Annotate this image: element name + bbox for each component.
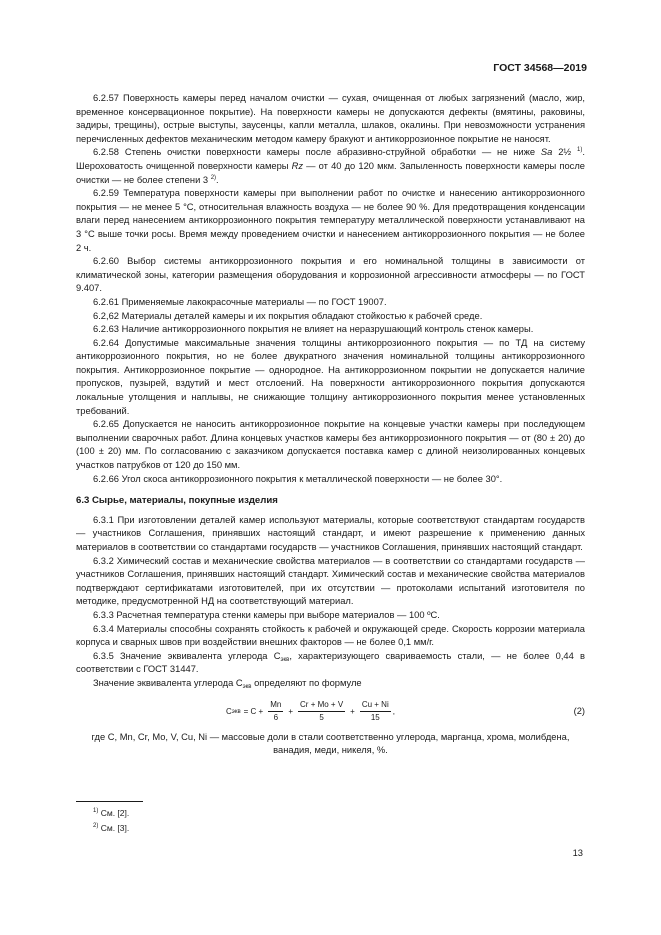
footnote-mark: 2): [93, 823, 99, 829]
fraction-cu-ni: [360, 699, 391, 724]
paragraph-6-3-5: [76, 650, 585, 677]
paragraph-6-2-61: 6.2.61 Применяемые лакокрасочные материалы — по ГОСТ 19007.: [93, 296, 387, 307]
formula-lhs: С: [226, 706, 232, 716]
paragraph-6-2-62: 6.2,62 Материалы деталей камеры и их покрытия обладают стойкостью к рабочей среде.: [93, 310, 483, 321]
subscript: экв: [242, 683, 252, 690]
fraction-numerator: Cu + Ni: [360, 699, 391, 712]
fraction-cr-mo-v: [298, 699, 345, 724]
fraction-numerator: Cr + Mo + V: [298, 699, 345, 712]
paragraph-6-2-60: 6.2.60 Выбор системы антикоррозионного покрытия и его номинальной толщины в зависимости от климатической зоны, категории размещения оборудования и коррозионной агрессивности атмосферы — по ГОСТ 9.407.: [76, 256, 585, 294]
paragraph-6-3-2: 6.3.2 Химический состав и механические свойства материалов — в соответствии со стандартами государств — участников Соглашения, принявших настоящий стандарт. Химический состав и механические свойства материалов подтверждают сертификатами изготовителей, при их отсутствии — протоколами испытаний изготовителя по методике, предусмотренной НД на соответствующий материал.: [76, 555, 585, 607]
footnote-1: [93, 806, 129, 821]
paragraph-6-3-4: 6.3.4 Материалы способны сохранять стойкость к рабочей и окружающей среде. Скорость коррозии материала корпуса и сварных швов при воздействии внешних факторов — не более 0,1 мм/г.: [76, 623, 585, 648]
paragraph-6-2-64: 6.2.64 Допустимые максимальные значения толщины антикоррозионного покрытия — по ТД на систему антикоррозионного покрытия, но не более двукратного значения номинальной толщины антикоррозионного покрытия. Антикоррозионное покрытие — однородное. На антикоррозионном покрытии не допускается наличие пропусков, пузырей, вздутий и мест отслоений. На поверхности антикоррозионного покрытия допускаются локальные утолщения и наплывы, не снижающие толщину антикоррозионного покрытия менее установленных требований.: [76, 337, 585, 416]
text-segment: определяют по формуле: [251, 677, 362, 688]
formula-expression: С экв = С + $\frac{Mn}{6}$ + $\frac{Cr + Mo + V}{5}$ + $\frac{Cu + Ni}{15}$ ,: [226, 700, 395, 723]
paragraph-6-2-66: 6.2.66 Угол скоса антикоррозионного покрытия к металлической поверхности — не более 30°.: [93, 473, 503, 484]
footnote-separator: [76, 801, 143, 802]
paragraph-6-2-58: [76, 146, 585, 187]
footnote-text: См. [2].: [98, 808, 130, 818]
page-content: [76, 92, 585, 758]
subscript: экв: [280, 656, 290, 663]
text-segment: , характеризующего свариваемость стали, — не более 0,44 в соответствии с ГОСТ 31447.: [76, 650, 585, 675]
fraction-denominator: 6: [273, 713, 279, 723]
paragraph-6-2-63: 6.2.63 Наличие антикоррозионного покрытия не влияет на неразрушающий контроль стенок камеры.: [93, 324, 534, 335]
fraction-denominator: 15: [370, 713, 380, 723]
document-header: ГОСТ 34568—2019: [493, 62, 587, 74]
section-heading: 6.3 Сырье, материалы, покупные изделия: [76, 495, 278, 507]
paragraph-6-2-65: 6.2.65 Допускается не наносить антикоррозионное покрытие на концевые участки камеры при последующем выполнении сварочных работ. Длина концевых участков камеры без антикоррозионного покрытия — от (80 ± 20) до (100 ± 20) мм. По согласованию с заказчиком допускается поставка камер с длиной неизолированных концевых участков патрубков от 120 до 150 мм.: [76, 419, 585, 471]
fraction-denominator: 5: [319, 713, 324, 723]
footnote-ref-2: 2): [210, 174, 217, 181]
formula-equals: = С +: [243, 706, 264, 716]
equation-number: (2): [573, 705, 585, 716]
fraction-numerator: Mn: [268, 699, 283, 712]
footnote-2: [93, 821, 129, 836]
carbon-equivalent-formula: [76, 695, 585, 729]
sa-symbol: Sa: [540, 147, 553, 158]
formula-comma: ,: [392, 706, 395, 716]
paragraph-6-3-1: 6.3.1 При изготовлении деталей камер используют материалы, которые соответствуют стандартам государств — участников Соглашения, принявших настоящий стандарт, и имеют разрешение к применению данных материалов в соответствии со стандартами государств — участников Соглашения, принявших настоящий стандарт.: [76, 514, 585, 552]
text-segment: 6.3.5 Значение эквивалента углерода С: [93, 650, 281, 661]
text-segment: — от 40 до 120 мкм. Запыленность поверхности камеры после очистки — не более степени 3: [76, 160, 585, 185]
plus-sign: +: [350, 706, 355, 716]
paragraph-6-3-3: 6.3.3 Расчетная температура стенки камеры при выборе материалов — 100 ºС.: [93, 609, 440, 620]
plus-sign: +: [288, 706, 294, 716]
text-segment: 6.2.58 Степень очистки поверхности камеры после абразивно-струйной обработки — не ниже: [93, 147, 541, 158]
paragraph-formula-intro: [76, 677, 585, 691]
rz-symbol: Rz: [291, 160, 304, 171]
page-number: 13: [572, 848, 583, 858]
paragraph-6-2-59: 6.2.59 Температура поверхности камеры при выполнении работ по очистке и нанесению антикоррозионного покрытия — не менее 5 °С, относительная влажность воздуха — не более 90 %. Для предотвращения конденсации влаги перед нанесением антикоррозионного покрытия температуру металлической поверхности устанавливают на 3 °С выше точки росы. Время между проведением очистки и нанесением антикоррозионного покрытия — не более 2 ч.: [76, 188, 585, 253]
paragraph-6-2-57: 6.2.57 Поверхность камеры перед началом очистки — сухая, очищенная от любых загрязнений (масло, жир, временное консервационное покрытие). На поверхности камеры не допускаются дефекты (вмятины, раковины, задиры, трещины), острые выступы, заусенцы, капли металла, шлаков, окалины. При невозможности устранения перечисленных дефектов механическим методом камеру бракуют и антикоррозионное покрытие не наносят.: [76, 93, 585, 144]
footnote-ref-1: 1): [577, 147, 583, 154]
footnote-text: См. [3].: [98, 823, 130, 833]
text-segment: Значение эквивалента углерода С: [93, 677, 243, 688]
footnote-mark: 1): [93, 808, 99, 814]
text-segment: . Шероховатость очищенной поверхности камеры: [76, 147, 585, 171]
text-segment: .: [216, 174, 219, 185]
fraction-mn: [268, 699, 283, 724]
footnotes: [93, 806, 129, 836]
formula-where-text: где С, Mn, Cr, Mo, V, Cu, Ni — массовые доли в стали соответственно углерода, марганца, хрома, молибдена, ванадия, меди, никеля, %.: [91, 731, 570, 756]
text-segment: 2½: [552, 147, 578, 158]
